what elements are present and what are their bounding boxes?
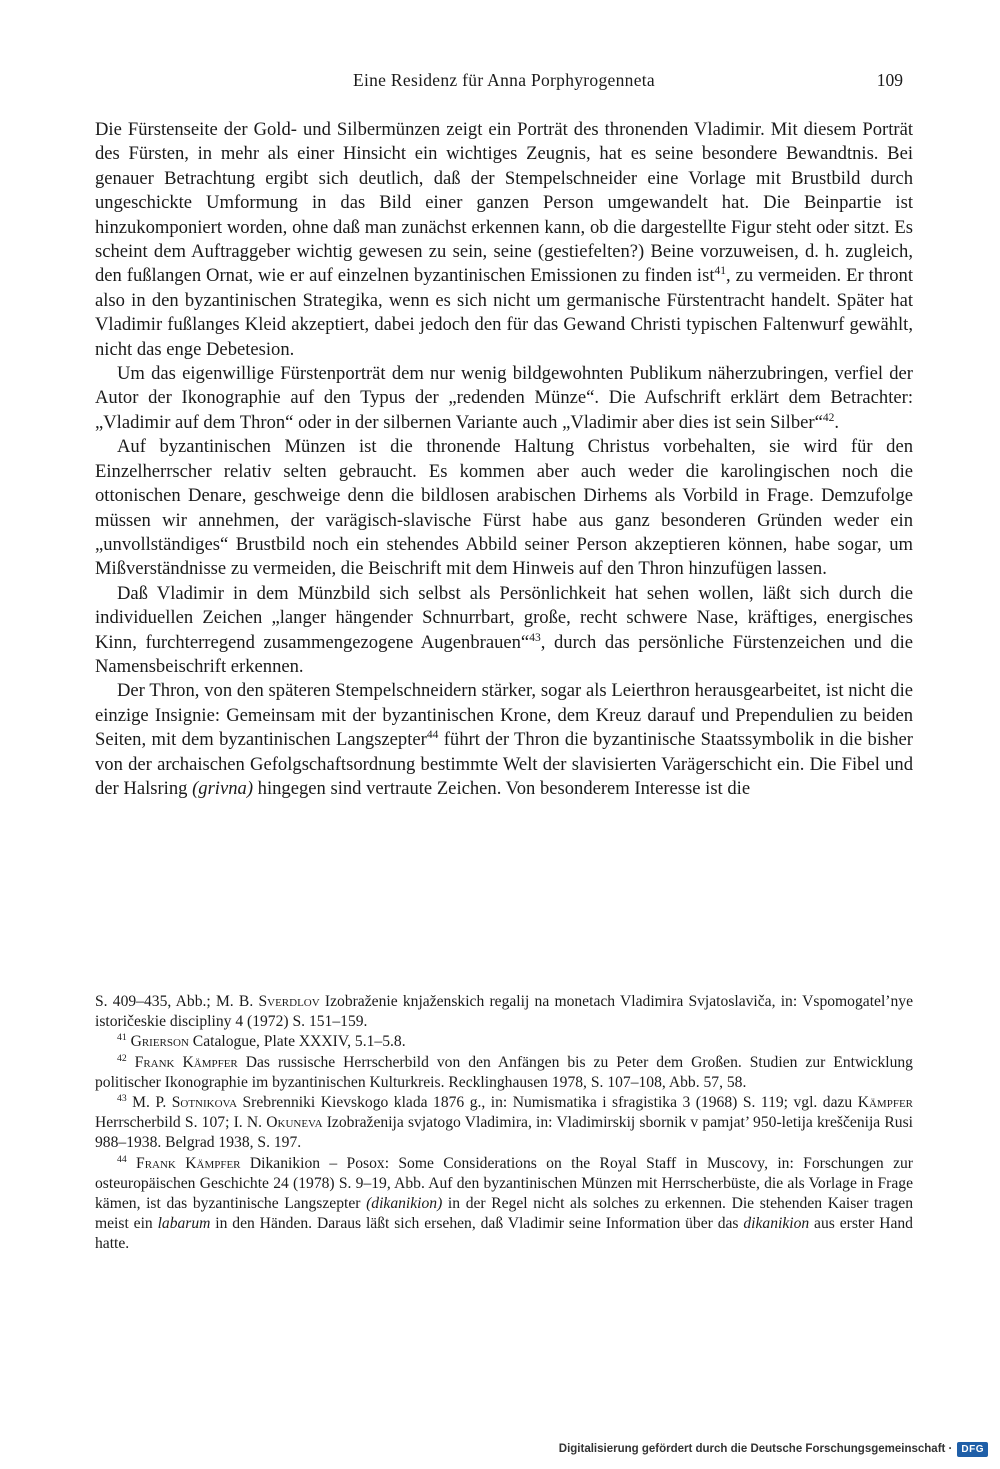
funding-note	[559, 1439, 988, 1459]
text-run: S. 409–435, Abb.; M. B.	[95, 993, 259, 1010]
author-name: Frank Kämpfer	[134, 1053, 238, 1071]
text-run: Das russische Herrscherbild von den Anfängen bis zu Peter dem Großen. Studien zur Entwicklung politischer Ikonographie im byzantinischen Kulturkreis. Recklinghausen 1978, S. 107–108, Abb. 57, 58.	[95, 1053, 913, 1091]
funding-text: Digitalisierung gefördert durch die Deutsche Forschungsgemeinschaft ·	[558, 1443, 953, 1455]
text-run: .	[834, 411, 840, 433]
text-run: Um das eigenwillige Fürstenporträt dem nur wenig bildgewohnten Publikum näherzubringen, verfiel der Autor der Ikonographie auf den Typus der „redenden Münze“. Die Aufschrift erklärt dem Betrachter: „Vladimir auf dem Thron“ oder in der silbernen Variante auch „Vladimir aber dies ist sein Silber“	[95, 363, 913, 433]
text-run: Herrscherbild S. 107; I. N.	[95, 1114, 267, 1132]
text-run: Daß Vladimir in dem Münzbild sich selbst als Persönlichkeit hat sehen wollen, läßt sich durch die individuellen Zeichen „langer hängender Schnurrbart, große, recht schwere Nase, kräftiges, energisches Kinn, furchterregend zusammengezogene Augenbrauen“	[95, 582, 913, 653]
text-run: Srebrenniki Kievskogo klada 1876 g., in: Numismatika i sfragistika 3 (1968) S. 119; vgl. dazu	[237, 1094, 858, 1112]
footnote-marker: 43	[529, 631, 541, 644]
paragraph	[95, 679, 913, 801]
author-name: Sverdlov	[258, 993, 320, 1010]
text-run: in den Händen. Daraus läßt sich ersehen, daß Vladimir seine Information über das	[210, 1215, 744, 1233]
text-run: Der Thron, von den späteren Stempelschneidern stärker, sogar als Leierthron herausgearbeitet, ist nicht die einzige Insignie: Gemeinsam mit der byzantinischen Krone, dem Kreuz darauf und Prependulien zu beiden Seiten, mit dem byzantinischen Langszepter	[95, 680, 913, 751]
text-run: aus erster Hand hatte.	[95, 1215, 913, 1253]
footnote-marker: 41	[714, 265, 727, 278]
footnote-marker: 41	[117, 1032, 127, 1044]
footnote	[95, 1053, 913, 1093]
footnote-marker: 42	[822, 411, 835, 424]
author-name: Grierson	[130, 1033, 189, 1051]
page-header	[95, 70, 913, 96]
dfg-logo: DFG	[957, 1442, 988, 1457]
footnote	[95, 1154, 913, 1255]
text-run: Dikanikion – Posox: Some Considerations on the Royal Staff in Muscovy, in: Forschungen zur osteuropäischen Geschichte 24 (1978) S. 9–19, Abb. Auf den byzantinischen Münzen mit Herrscherbüste, die als Vorlage in Frage kämen, ist das byzantinische Langszepter	[95, 1154, 913, 1213]
footnote-marker: 43	[117, 1092, 127, 1104]
text-run: Die Fürstenseite der Gold- und Silbermünzen zeigt ein Porträt des thronenden Vladimir. Mit diesem Porträt des Fürsten, in mehr als einer Hinsicht ein wichtiges Zeugnis, hat es seine besondere Bewandtnis. Bei genauer Betrachtung ergibt sich deutlich, daß der Stempelschneider eine Vorlage mit Brustbild durch ungeschickte Umformung in das Bild einer ganzen Person umgewandelt hat. Die Beinpartie ist hinzukomponiert worden, ohne daß man zunächst erkennen kann, ob die dargestellte Figur steht oder sitzt. Es scheint dem Auftraggeber wichtig gewesen zu sein, seine (gestiefelten?) Beine vorzuweisen, d. h. zugleich, den fußlangen Ornat, wie er auf einzelnen byzantinischen Emissionen zu finden ist	[95, 119, 913, 287]
text-run: in der Regel nicht als solches zu erkennen. Die stehenden Kaiser tragen meist ein	[95, 1195, 913, 1233]
text-run: Izobraženie knjaženskich regalij na monetach Vladimira Svjatoslaviča, in: Vspomogatel’nye istoričeskie discipliny 4 (1972) S. 151–159.	[95, 993, 913, 1031]
text-run: führt der Thron die byzantinische Staatssymbolik in die bisher von der archaischen Gefolgschaftsordnung bestimmte Welt der slavisierten Varägerschicht ein. Die Fibel und der Halsring	[95, 729, 913, 799]
text-run: , durch das persönliche Fürstenzeichen und die Namensbeischrift erkennen.	[95, 631, 914, 677]
author-name: Frank Kämpfer	[136, 1154, 241, 1172]
italic-text: labarum	[157, 1215, 211, 1233]
footnote-continuation	[95, 992, 913, 1032]
paragraph	[95, 362, 913, 435]
text-run: M. P.	[126, 1094, 172, 1112]
footnote	[95, 1093, 913, 1154]
footnote-marker: 44	[426, 728, 439, 741]
text-run: Izobraženija svjatogo Vladimira, in: Vladimirskij sbornik v pamjat’ 950-letija kreščenija Rusi 988–1938. Belgrad 1938, S. 197.	[95, 1114, 914, 1152]
text-run: , zu vermeiden. Er thront also in den byzantinischen Strategika, wenn es sich nicht um germanische Fürstentracht handelt. Später hat Vladimir fußlanges Kleid akzeptiert, dabei jedoch den für das Gewand Christi typischen Faltenwurf gewählt, nicht das enge Debetesion.	[95, 265, 914, 360]
footnote-marker: 42	[117, 1052, 127, 1064]
running-title: Eine Residenz für Anna Porphyrogenneta	[352, 70, 655, 90]
text-run	[127, 1155, 136, 1172]
text-run: Auf byzantinischen Münzen ist die thronende Haltung Christus vorbehalten, sie wird für den Einzelherrscher relativ selten gebraucht. Es kommen aber auch weder die karolingischen noch die ottonischen Denare, geschweige denn die bildlosen arabischen Dirhems als Vorbild in Frage. Demzufolge müssen wir annehmen, der varägisch-slavische Fürst habe aus ganz besonderen Gründen weder ein „unvollständiges“ Brustbild noch ein stehendes Abbild seiner Person akzeptieren können, habe sogar, um Mißverständnisse zu vermeiden, die Beischrift mit dem Hinweis auf den Thron hinzufügen lassen.	[95, 436, 913, 580]
author-name: Okuneva	[266, 1114, 323, 1132]
text-run: Catalogue, Plate XXXIV, 5.1–5.8.	[188, 1033, 406, 1051]
footnote	[95, 1032, 913, 1052]
paragraph	[95, 118, 913, 362]
footnote-marker: 44	[117, 1153, 127, 1165]
author-name: Kämpfer	[857, 1094, 913, 1112]
author-name: Sotnikova	[171, 1094, 238, 1112]
paragraph	[95, 435, 913, 581]
page-number: 109	[876, 70, 903, 90]
main-text	[95, 118, 913, 801]
italic-text: (dikanikion)	[366, 1195, 443, 1213]
footnotes	[95, 992, 913, 1255]
text-run	[127, 1054, 135, 1071]
text-run: hingegen sind vertraute Zeichen. Von besonderem Interesse ist die	[253, 777, 751, 799]
paragraph	[95, 582, 913, 680]
italic-text: (grivna)	[192, 777, 254, 799]
italic-text: dikanikion	[743, 1215, 810, 1233]
